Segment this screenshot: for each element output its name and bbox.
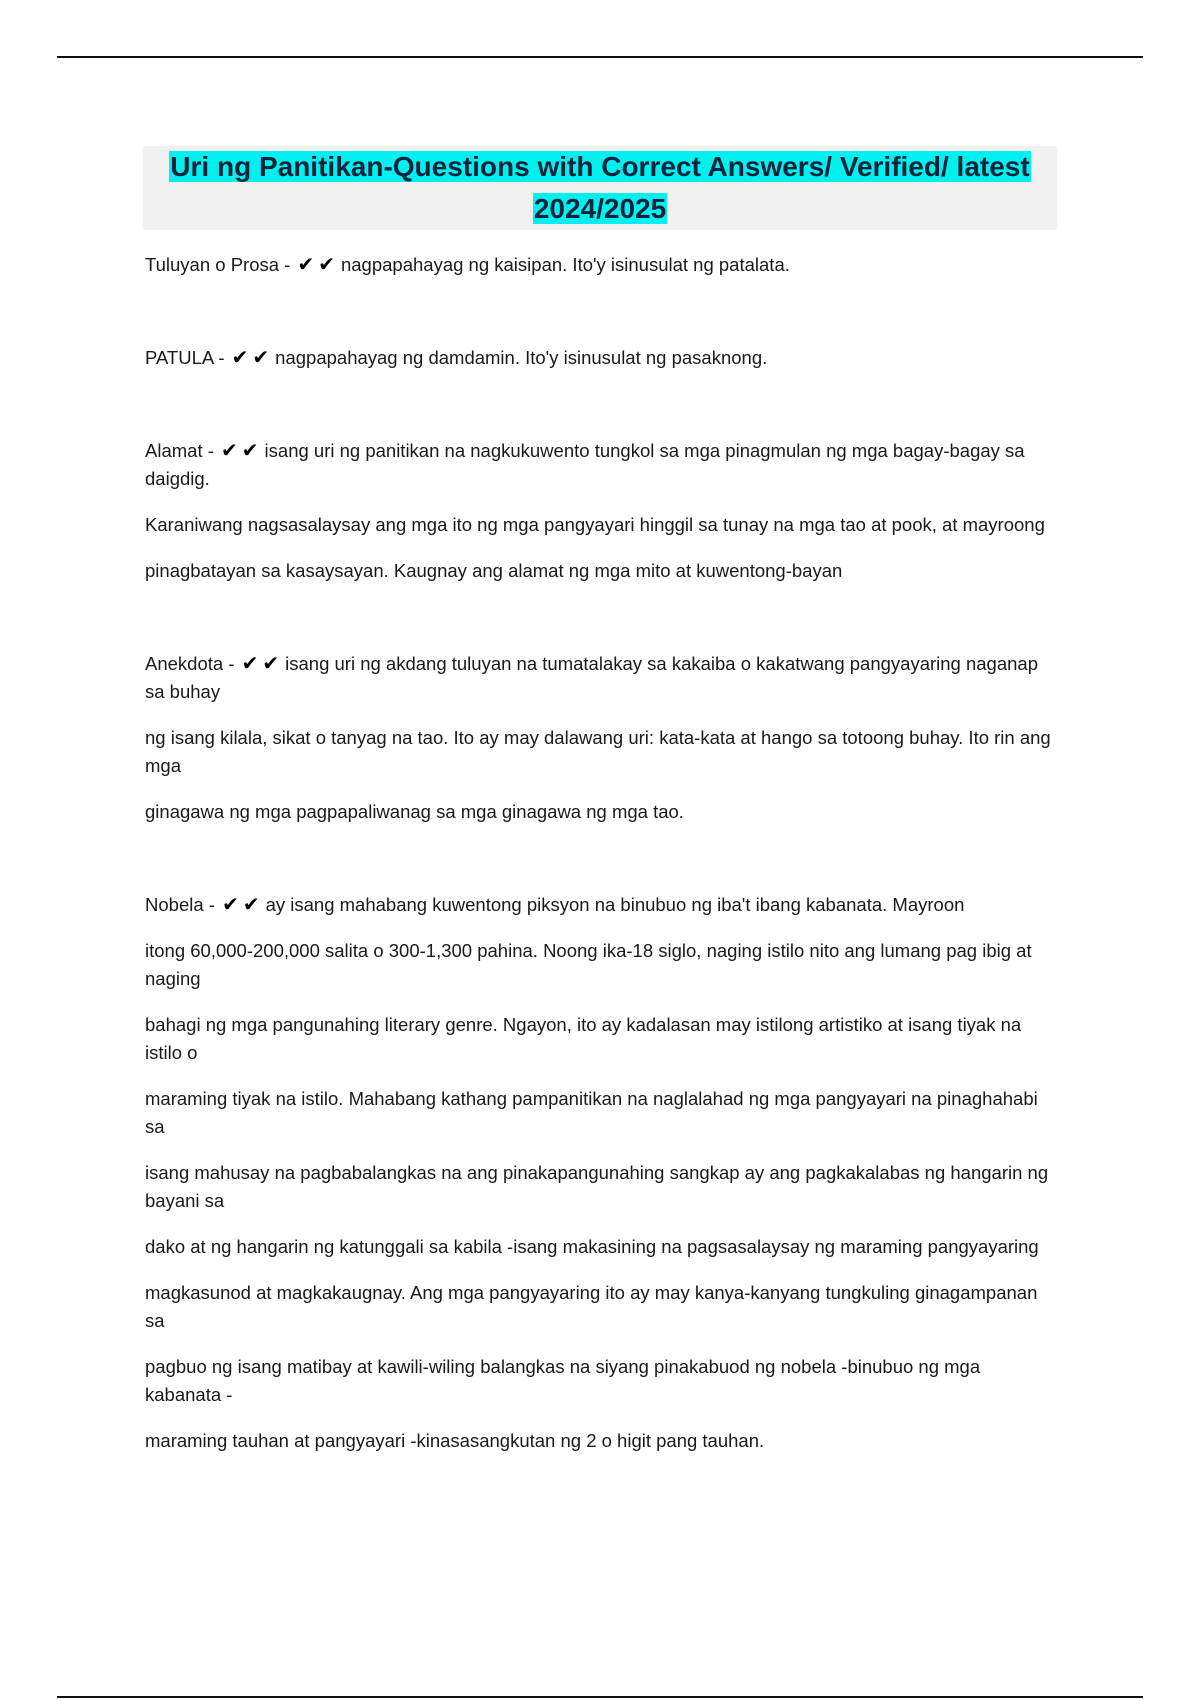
entry-continuation-paragraph: maraming tauhan at pangyayari -kinasasangkutan ng 2 o higit pang tauhan. xyxy=(145,1430,765,1451)
double-check-icon: ✔✔ xyxy=(221,438,263,462)
double-check-icon: ✔✔ xyxy=(241,651,284,675)
title-line-1: Uri ng Panitikan-Questions with Correct Answers/ Verified/ latest xyxy=(170,151,1030,182)
entry-continuation-paragraph: ng isang kilala, sikat o tanyag na tao. Ito ay may dalawang uri: kata-kata at hango sa totoong buhay. Ito rin ang mga xyxy=(145,727,1051,776)
entry-continuation-paragraph: magkasunod at magkakaugnay. Ang mga pangyayaring ito ay may kanya-kanyang tungkuling ginagampanan sa xyxy=(145,1282,1038,1331)
document-title xyxy=(143,146,1057,230)
entry-continuation-paragraph: maraming tiyak na istilo. Mahabang kathang pampanitikan na naglalahad ng mga pangyayari na pinaghahabi sa xyxy=(145,1088,1038,1137)
entry-continuation-paragraph: pagbuo ng isang matibay at kawili-wiling balangkas na siyang pinakabuod ng nobela -binubuo ng mga kabanata - xyxy=(145,1356,981,1405)
double-check-icon: ✔✔ xyxy=(231,345,274,369)
document-body xyxy=(145,250,1055,1473)
entry-term: PATULA - xyxy=(145,347,230,368)
entry-continuation-paragraph: pinagbatayan sa kasaysayan. Kaugnay ang alamat ng mga mito at kuwentong-bayan xyxy=(145,560,843,581)
entry-definition-paragraph xyxy=(145,436,1055,493)
entry-definition: nagpapahayag ng kaisipan. Ito'y isinusulat ng patalata. xyxy=(340,254,790,275)
entry-definition: isang uri ng panitikan na nagkukuwento tungkol sa mga pinagmulan ng mga bagay-bagay sa daigdig. xyxy=(145,440,1025,489)
entry-term: Tuluyan o Prosa - xyxy=(145,254,296,275)
entry-spacer xyxy=(145,844,1055,890)
entry-definition: nagpapahayag ng damdamin. Ito'y isinusulat ng pasaknong. xyxy=(275,347,768,368)
title-line-2: 2024/2025 xyxy=(533,193,667,224)
double-check-icon: ✔✔ xyxy=(297,252,339,276)
entry-term: Alamat - xyxy=(145,440,220,461)
entry-term: Anekdota - xyxy=(145,653,240,674)
entry-continuation-paragraph: isang mahusay na pagbabalangkas na ang pinakapangunahing sangkap ay ang pagkakalabas ng hangarin ng bayani sa xyxy=(145,1162,1049,1211)
entry-continuation-paragraph: Karaniwang nagsasalaysay ang mga ito ng mga pangyayari hinggil sa tunay na mga tao at pook, at mayroong xyxy=(145,514,1045,535)
entry xyxy=(145,649,1055,826)
entry-spacer xyxy=(145,390,1055,436)
entry xyxy=(145,250,1055,279)
entry-definition-paragraph xyxy=(145,343,1055,372)
entry-term: Nobela - xyxy=(145,894,221,915)
entry-definition-paragraph xyxy=(145,250,1055,279)
entry-continuation-paragraph: bahagi ng mga pangunahing literary genre. Ngayon, ito ay kadalasan may istilong artistiko at isang tiyak na istilo o xyxy=(145,1014,1022,1063)
entry-spacer xyxy=(145,603,1055,649)
entry-continuation-paragraph: dako at ng hangarin ng katunggali sa kabila -isang makasining na pagsasalaysay ng maraming pangyayaring xyxy=(145,1236,1039,1257)
entry-definition-paragraph xyxy=(145,649,1055,706)
entry-definition: isang uri ng akdang tuluyan na tumatalakay sa kakaiba o kakatwang pangyayaring naganap sa buhay xyxy=(145,653,1038,702)
entry-definition-paragraph xyxy=(145,890,1055,919)
bottom-rule xyxy=(57,1696,1143,1698)
entry-spacer xyxy=(145,297,1055,343)
entry-continuation-paragraph: itong 60,000-200,000 salita o 300-1,300 pahina. Noong ika-18 siglo, naging istilo nito ang lumang pag ibig at naging xyxy=(145,940,1032,989)
entry xyxy=(145,343,1055,372)
double-check-icon: ✔✔ xyxy=(222,892,264,916)
entry xyxy=(145,436,1055,585)
title-block xyxy=(143,146,1057,230)
entry-continuation-paragraph: ginagawa ng mga pagpapaliwanag sa mga ginagawa ng mga tao. xyxy=(145,801,684,822)
entry-definition: ay isang mahabang kuwentong piksyon na binubuo ng iba't ibang kabanata. Mayroon xyxy=(265,894,965,915)
top-rule xyxy=(57,56,1143,58)
entry xyxy=(145,890,1055,1455)
